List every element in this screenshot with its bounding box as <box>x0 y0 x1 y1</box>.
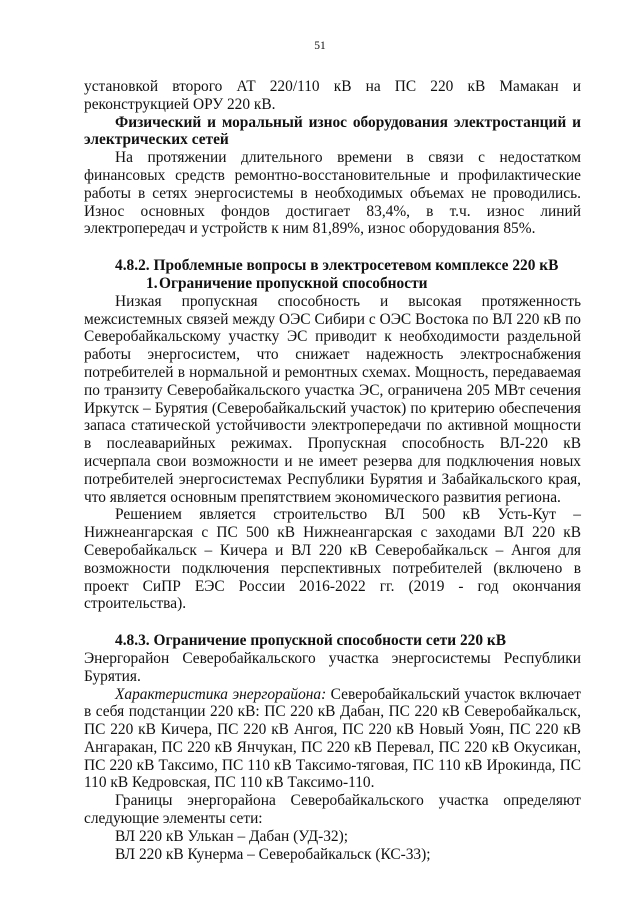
spacer <box>84 238 581 257</box>
wear-paragraph: На протяжении длительного времени в связи с недостатком финансовых средств ремонтно-восстановительные и профилактические работы в сетях энергосистемы в необходимых объемах не проводились. Износ основных фондов достигает 83,4%, в т.ч. износ линий электропередач и устройств к ним 81,89%, износ оборудования 85%. <box>84 149 581 238</box>
network-element-line: ВЛ 220 кВ Улькан – Дабан (УД-32); <box>115 827 349 845</box>
item-title: Ограничение пропускной способности <box>159 274 428 292</box>
district-characteristic-paragraph <box>84 686 581 793</box>
network-element-line: ВЛ 220 кВ Кунерма – Северобайкальск (КС-33); <box>115 845 431 863</box>
numbered-item-heading <box>84 275 581 293</box>
characteristic-text: Северобайкальский участок включает в себя подстанции 220 кВ: ПС 220 кВ Дабан, ПС 220 кВ Северобайкальск, ПС 220 кВ Кичера, ПС 220 кВ Ангоя, ПС 220 кВ Новый Уоян, ПС 220 кВ Ангаракан, ПС 220 кВ Янчукан, ПС 220 кВ Перевал, ПС 220 кВ Окусикан, ПС 220 кВ Таксимо, ПС 110 кВ Таксимо-тяговая, ПС 110 кВ Ирокинда, ПС 110 кВ Кедровская, ПС 110 кВ Таксимо-110. <box>84 685 581 792</box>
solution-paragraph: Решением является строительство ВЛ 500 кВ Усть-Кут – Нижнеангарская с ПС 500 кВ Нижнеангарская с заходами ВЛ 220 кВ Северобайкальск – Кичера и ВЛ 220 кВ Северобайкальск – Ангоя для возможности подключения перспективных потребителей (включено в проект СиПР ЕЭС России 2016-2022 гг. (2019 - год окончания строительства). <box>84 506 581 613</box>
page-content <box>84 78 581 863</box>
characteristic-label: Характеристика энергорайона: <box>115 685 327 703</box>
spacer <box>84 613 581 632</box>
intro-paragraph: установкой второго АТ 220/110 кВ на ПС 220 кВ Мамакан и реконструкцией ОРУ 220 кВ. <box>84 78 581 113</box>
item-number: 1. <box>146 274 158 292</box>
wear-heading: Физический и моральный износ оборудования электростанций и электрических сетей <box>84 113 581 149</box>
borders-paragraph: Границы энергорайона Северобайкальского участка определяют следующие элементы сети: <box>84 792 581 828</box>
capacity-paragraph: Низкая пропускная способность и высокая протяженность межсистемных связей между ОЭС Сибири с ОЭС Востока по ВЛ 220 кВ по Северобайкальскому участку ЭС приводит к необходимости раздельной работы энергосистем, что снижает надежность электроснабжения потребителей в нормальной и ремонтных схемах. Мощность, передаваемая по транзиту Северобайкальского участка ЭС, ограничена 205 МВт сечения Иркутск – Бурятия (Северобайкальский участок) по критерию обеспечения запаса статической устойчивости электропередачи по активной мощности в послеаварийных режимах. Пропускная способность ВЛ-220 кВ исчерпала свои возможности и не имеет резерва для подключения новых потребителей энергосистемах Республики Бурятия и Забайкальского края, что является основным препятствием экономического развития региона. <box>84 292 581 506</box>
energy-district-subtitle: Энергорайон Северобайкальского участка энергосистемы Республики Бурятия. <box>84 649 581 685</box>
section-4-8-2-heading: 4.8.2. Проблемные вопросы в электросетевом комплексе 220 кВ <box>115 257 559 275</box>
section-4-8-3-heading: 4.8.3. Ограничение пропускной способности сети 220 кВ <box>115 632 507 650</box>
page-number: 51 <box>314 40 326 52</box>
